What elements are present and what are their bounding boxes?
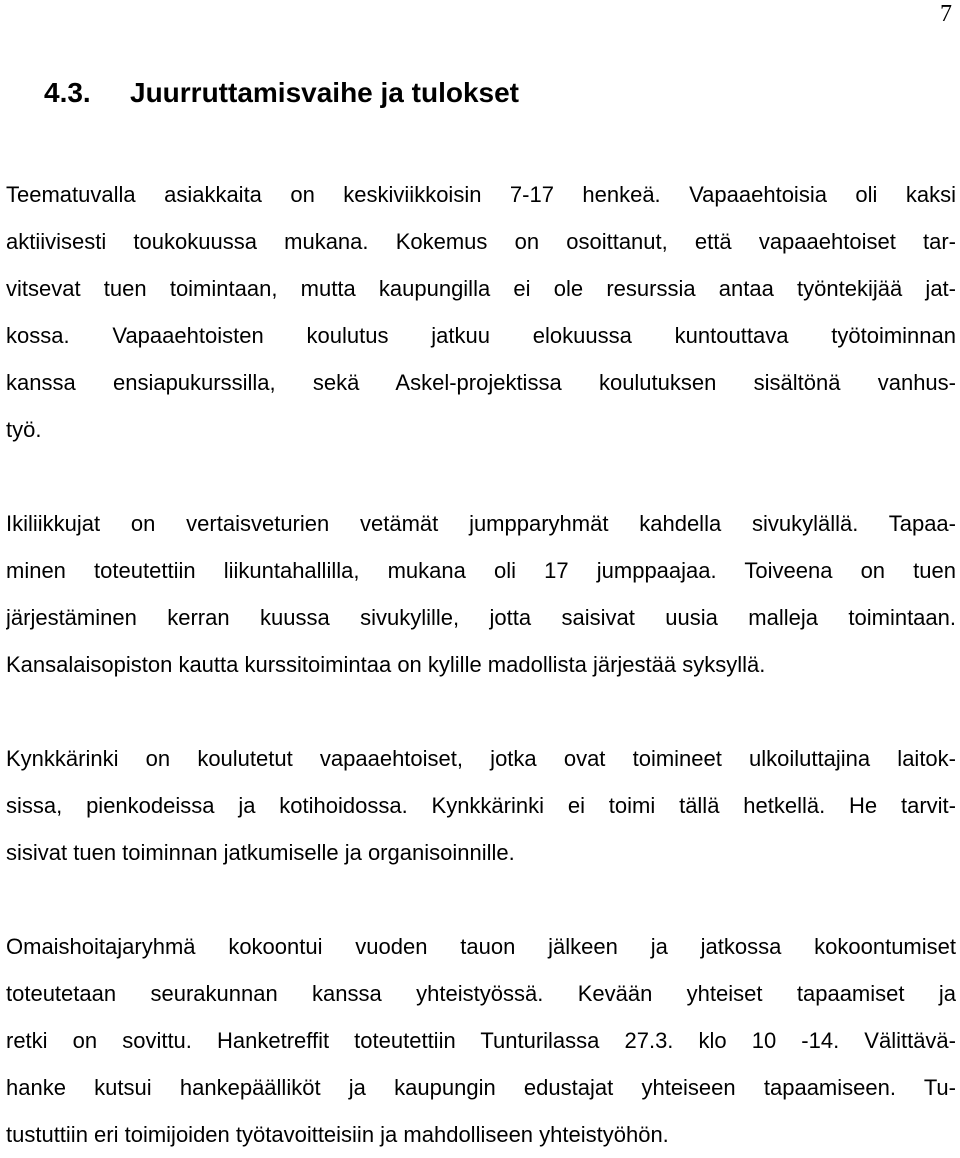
paragraph-line: järjestäminen kerran kuussa sivukylille, jotta saisivat uusia malleja toimintaan. — [6, 605, 956, 630]
paragraph-line: Kynkkärinki on koulutetut vapaaehtoiset, jotka ovat toimineet ulkoiluttajina laitok- — [6, 746, 956, 771]
paragraph-omaishoitajat — [6, 923, 956, 1158]
paragraph-line: aktiivisesti toukokuussa mukana. Kokemus on osoittanut, että vapaaehtoiset tar- — [6, 229, 956, 254]
paragraph-ikiliikkujat — [6, 500, 956, 688]
paragraph-line: kossa. Vapaaehtoisten koulutus jatkuu elokuussa kuntouttava työtoiminnan — [6, 323, 956, 348]
paragraph-gap — [6, 688, 956, 735]
paragraph-gap — [6, 876, 956, 923]
paragraph-line: toteutetaan seurakunnan kanssa yhteistyössä. Kevään yhteiset tapaamiset ja — [6, 981, 956, 1006]
paragraph-line: minen toteutettiin liikuntahallilla, mukana oli 17 jumppaajaa. Toiveena on tuen — [6, 558, 956, 583]
paragraph-line: työ. — [6, 417, 42, 442]
paragraph-line: sisivat tuen toiminnan jatkumiselle ja organisoinnille. — [6, 840, 515, 865]
paragraph-line: Ikiliikkujat on vertaisveturien vetämät jumpparyhmät kahdella sivukylällä. Tapaa- — [6, 511, 956, 536]
section-heading — [44, 76, 519, 110]
section-number: 4.3. — [44, 77, 91, 108]
paragraph-line: sissa, pienkodeissa ja kotihoidossa. Kynkkärinki ei toimi tällä hetkellä. He tarvit- — [6, 793, 956, 818]
paragraph-teematupa — [6, 171, 956, 453]
paragraph-line: Kansalaisopiston kautta kurssitoimintaa on kylille madollista järjestää syksyllä. — [6, 652, 766, 677]
section-title: Juurruttamisvaihe ja tulokset — [130, 77, 520, 108]
paragraph-line: Omaishoitajaryhmä kokoontui vuoden tauon jälkeen ja jatkossa kokoontumiset — [6, 934, 956, 959]
paragraph-line: retki on sovittu. Hanketreffit toteutettiin Tunturilassa 27.3. klo 10 -14. Välittävä- — [6, 1028, 956, 1053]
paragraph-line: kanssa ensiapukurssilla, sekä Askel-projektissa koulutuksen sisältönä vanhus- — [6, 370, 956, 395]
paragraph-line: tustuttiin eri toimijoiden työtavoitteisiin ja mahdolliseen yhteistyöhön. — [6, 1122, 669, 1147]
paragraph-line: Teematuvalla asiakkaita on keskiviikkoisin 7-17 henkeä. Vapaaehtoisia oli kaksi — [6, 182, 956, 207]
paragraph-line: hanke kutsui hankepäälliköt ja kaupungin edustajat yhteiseen tapaamiseen. Tu- — [6, 1075, 956, 1100]
body-text — [6, 171, 956, 1158]
page-number: 7 — [940, 1, 952, 27]
paragraph-kynkkarinki — [6, 735, 956, 876]
paragraph-gap — [6, 453, 956, 500]
paragraph-line: vitsevat tuen toimintaan, mutta kaupungilla ei ole resurssia antaa työntekijää jat- — [6, 276, 956, 301]
